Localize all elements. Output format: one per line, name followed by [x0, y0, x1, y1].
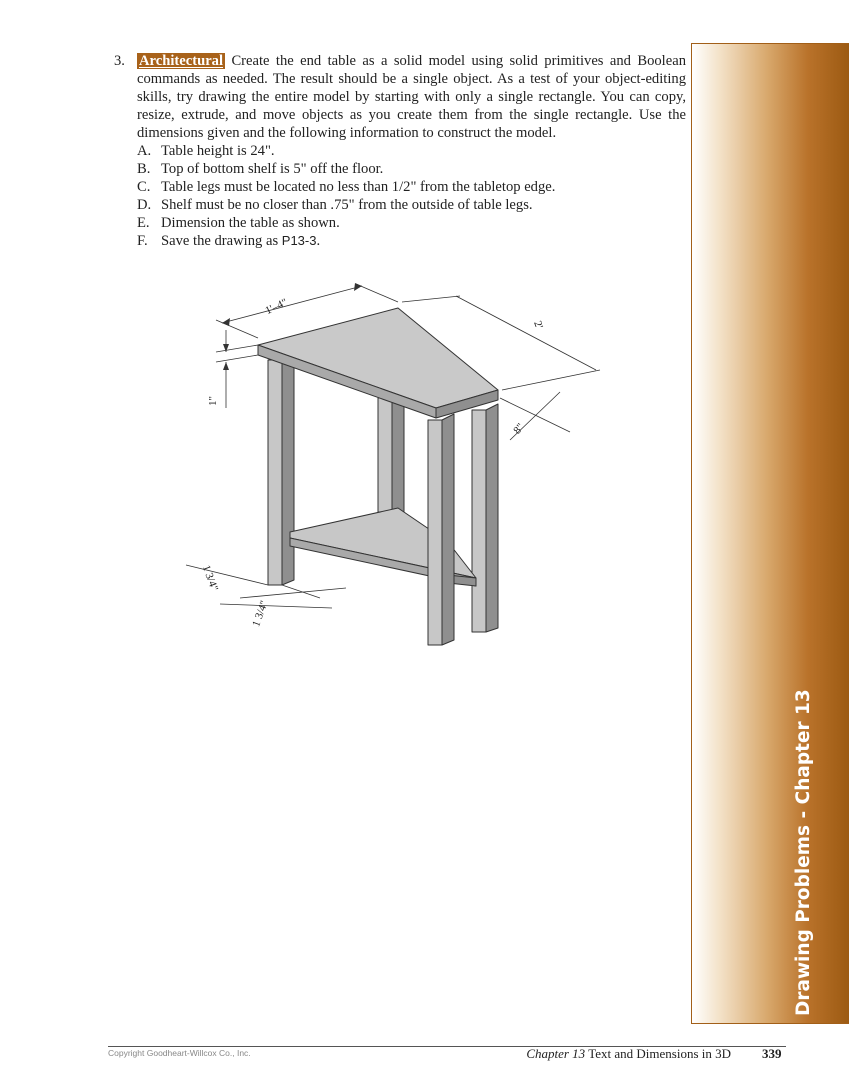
dim-top-thickness: 1": [207, 396, 219, 406]
problem-category-tag: Architectural: [139, 53, 224, 69]
chapter-title: Text and Dimensions in 3D: [588, 1046, 731, 1061]
side-tab-title: Drawing Problems - Chapter 13: [793, 689, 814, 1016]
front-leg: [428, 420, 442, 645]
dim-leg-width: 1 3/4": [199, 563, 221, 593]
chapter-label: Chapter 13: [526, 1046, 586, 1061]
dim-front-right: 8": [511, 421, 527, 437]
page-number: 339: [762, 1046, 782, 1061]
drawing-filename: P13-3: [281, 233, 317, 248]
right-leg: [472, 410, 486, 632]
end-table-drawing: [180, 280, 620, 660]
list-item: E. Dimension the table as shown.: [137, 215, 340, 231]
dim-leg-depth: 1 3/4": [250, 599, 271, 629]
left-front-leg: [268, 360, 282, 585]
list-item: D. Shelf must be no closer than .75" from the outside of table legs.: [137, 197, 533, 213]
problem-3: [114, 52, 686, 250]
list-item: B. Top of bottom shelf is 5" off the floor.: [137, 161, 384, 177]
running-head: [526, 1046, 731, 1062]
dim-top-right: 2': [531, 319, 545, 331]
list-item: C. Table legs must be located no less than 1/2" from the tabletop edge.: [137, 179, 556, 195]
copyright: Copyright Goodheart-Willcox Co., Inc.: [108, 1048, 251, 1058]
instruction-list: [137, 142, 686, 250]
back-leg: [378, 398, 392, 512]
dim-top-left: 1'–4": [263, 296, 290, 318]
problem-number: 3.: [114, 53, 125, 69]
end-table-figure: [180, 280, 620, 660]
side-tab: [691, 43, 849, 1024]
problem-text: Create the end table as a solid model using solid primitives and Boolean commands as needed. The result should be a single object. As a test of your object-editing skills, try drawing the entire model by starting with only a single rectangle. You can copy, resize, extrude, and move objects as you create them from the single rectangle. Use the dimensions given and the following information to construct the model.: [137, 53, 686, 141]
list-item: A. Table height is 24".: [137, 143, 275, 159]
list-item: F. Save the drawing as P13-3.: [137, 233, 321, 249]
